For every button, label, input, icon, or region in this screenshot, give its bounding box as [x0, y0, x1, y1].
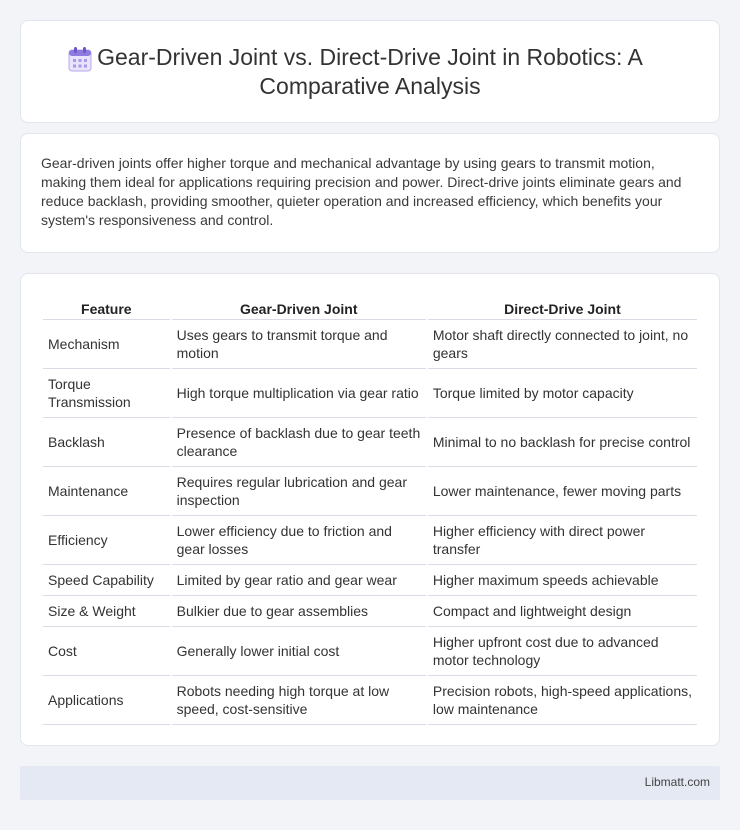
intro-card — [20, 133, 720, 253]
feature-cell: Mechanism — [43, 320, 170, 369]
direct-drive-cell: Minimal to no backlash for precise control — [428, 418, 697, 467]
feature-cell: Backlash — [43, 418, 170, 467]
feature-cell: Cost — [43, 627, 170, 676]
table-row — [43, 565, 697, 596]
direct-drive-cell: Compact and lightweight design — [428, 596, 697, 627]
footer — [20, 766, 720, 800]
title-card — [20, 20, 720, 123]
feature-cell: Speed Capability — [43, 565, 170, 596]
direct-drive-cell: Higher upfront cost due to advanced motor technology — [428, 627, 697, 676]
table-row — [43, 467, 697, 516]
gear-driven-cell: Requires regular lubrication and gear inspection — [172, 467, 426, 516]
comparison-table-card — [20, 273, 720, 746]
header-feature: Feature — [43, 294, 170, 320]
direct-drive-cell: Higher efficiency with direct power transfer — [428, 516, 697, 565]
feature-cell: Efficiency — [43, 516, 170, 565]
feature-cell: Applications — [43, 676, 170, 725]
direct-drive-cell: Higher maximum speeds achievable — [428, 565, 697, 596]
intro-text: Gear-driven joints offer higher torque and mechanical advantage by using gears to transmit motion, making them ideal for applications requiring precision and power. Direct-drive joints eliminate gears and reduce backlash, providing smoother, quieter operation and increased efficiency, which benefits your system's responsiveness and control. — [41, 155, 682, 228]
gear-driven-cell: Uses gears to transmit torque and motion — [172, 320, 426, 369]
footer-site-link[interactable]: Libmatt.com — [644, 775, 710, 789]
gear-driven-cell: Lower efficiency due to friction and gear losses — [172, 516, 426, 565]
gear-driven-cell: Robots needing high torque at low speed, cost-sensitive — [172, 676, 426, 725]
table-row — [43, 676, 697, 725]
table-row — [43, 418, 697, 467]
header-direct-drive: Direct-Drive Joint — [428, 294, 697, 320]
table-row — [43, 627, 697, 676]
gear-driven-cell: Bulkier due to gear assemblies — [172, 596, 426, 627]
table-row — [43, 320, 697, 369]
gear-driven-cell: Generally lower initial cost — [172, 627, 426, 676]
table-row — [43, 596, 697, 627]
table-row — [43, 369, 697, 418]
direct-drive-cell: Torque limited by motor capacity — [428, 369, 697, 418]
feature-cell: Maintenance — [43, 467, 170, 516]
gear-driven-cell: Limited by gear ratio and gear wear — [172, 565, 426, 596]
feature-cell: Size & Weight — [43, 596, 170, 627]
table-row — [43, 516, 697, 565]
direct-drive-cell: Lower maintenance, fewer moving parts — [428, 467, 697, 516]
gear-driven-cell: High torque multiplication via gear ratio — [172, 369, 426, 418]
gear-driven-cell: Presence of backlash due to gear teeth clearance — [172, 418, 426, 467]
comparison-table — [41, 294, 699, 725]
feature-cell: Torque Transmission — [43, 369, 170, 418]
page-title: Gear-Driven Joint vs. Direct-Drive Joint in Robotics: A Comparative Analysis — [97, 43, 643, 99]
header-gear-driven: Gear-Driven Joint — [172, 294, 426, 320]
table-header-row — [43, 294, 697, 320]
direct-drive-cell: Motor shaft directly connected to joint, no gears — [428, 320, 697, 369]
direct-drive-cell: Precision robots, high-speed applications, low maintenance — [428, 676, 697, 725]
